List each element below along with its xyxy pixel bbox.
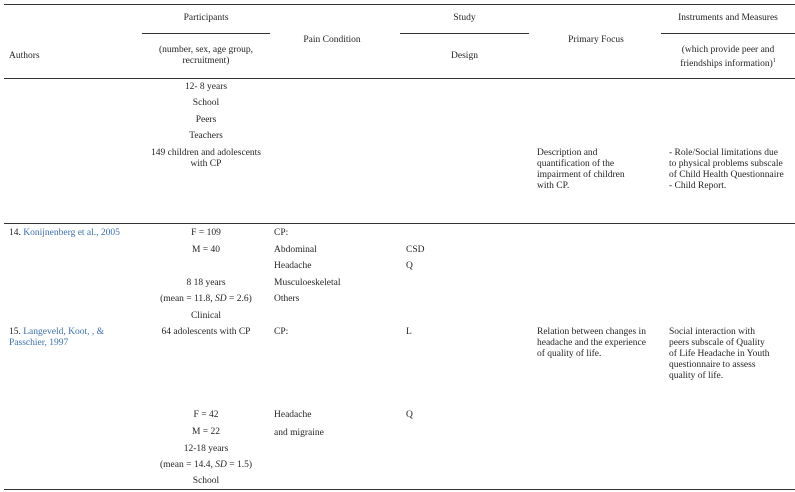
header-design: Design [451,51,478,61]
row14-design-line: Q [406,261,413,271]
row15-participants-mean [142,460,270,471]
row15-participants-line: 12-18 years [183,444,229,454]
header-bottom-rule [4,78,795,79]
row15-author-link[interactable]: Langeveld, Koot, , & [23,327,104,337]
row15-mean-sd: SD [215,460,227,470]
row14-author [9,228,120,239]
row15-participants-recruitment: School [192,476,220,486]
cont-focus-line: impairment of children [537,170,625,180]
header-study: Study [453,13,476,23]
row15-participants-line: M = 22 [191,427,221,437]
row15-instruments-line: peers subscale of Quality [669,338,765,348]
row15-pain-line: Headache [274,410,312,420]
row15-mean-pre: (mean = 14.4, [160,460,216,470]
row14-mean-post: = 2.6) [226,294,252,304]
table-top-rule [4,4,795,5]
row15-author [9,327,104,338]
header-participants-sub-1: (number, sex, age group, [158,45,254,55]
row14-mean-pre: (mean = 11.8, [160,294,216,304]
row14-participants-recruitment: Clinical [190,311,222,321]
footnote-marker: 1 [772,58,776,64]
row14-pain-line: Others [274,294,300,304]
cont-focus-line: Description and [537,148,598,158]
row14-mean-sd: SD [215,294,227,304]
row15-focus-line: headache and the experience [537,338,646,348]
row15-participants-count: 64 adolescents with CP [161,327,251,337]
row15-focus-line: of quality of life. [537,349,602,359]
header-instruments-sub-1: (which provide peer and [681,45,775,55]
row15-participants-line: F = 42 [193,410,219,420]
study-header-rule [400,33,529,34]
instruments-header-rule [661,33,795,34]
cont-instruments-line: to physical problems subscale [669,159,783,169]
cont-participants-line: with CP [190,159,222,169]
row15-mean-post: = 1.5) [226,460,252,470]
row14-participants-mean [142,294,270,305]
row15-author-cont [9,338,68,349]
header-pain-condition: Pain Condition [303,35,361,45]
row15-design-a: L [406,327,412,337]
cont-focus-line: quantification of the [537,159,615,169]
row15-author-link-cont[interactable]: Passchier, 1997 [9,338,69,348]
cont-participants-line: Peers [195,115,217,125]
header-instruments-sub-2-text: friendships information) [680,59,773,70]
row15-instruments-line: quality of life. [669,371,724,381]
header-participants: Participants [183,13,229,23]
cont-participants-line: School [192,98,220,108]
cont-participants-line: Teachers [189,131,223,141]
row-divider-rule [4,223,795,224]
row15-number: 15. [9,327,21,337]
row14-pain-line: Musculoeskeletal [274,278,341,288]
header-instruments-sub-2 [661,56,795,70]
participants-header-rule [142,33,270,34]
row15-design-b: Q [406,410,413,420]
row15-pain-a: CP: [274,327,289,337]
table-bottom-rule [4,489,795,490]
row14-number: 14. [9,228,21,238]
header-primary-focus: Primary Focus [568,35,624,45]
row14-participants-line: 8 18 years [186,278,226,288]
cont-participants-line: 149 children and adolescents [150,148,261,158]
row15-pain-line: and migraine [274,428,324,438]
cont-instruments-line: - Role/Social limitations due [669,148,778,158]
cont-instruments-line: - Child Report. [669,181,727,191]
row15-instruments-line: questionnaire to assess [669,360,756,370]
row14-participants-line: M = 40 [191,245,221,255]
cont-instruments-line: of Child Health Questionnaire [669,170,784,180]
row14-pain-line: Headache [274,261,312,271]
cont-participants-line: 12- 8 years [184,82,228,92]
row14-design-line: CSD [406,245,425,255]
header-participants-sub-2: recruitment) [182,56,230,66]
row14-participants-line: F = 109 [191,228,221,238]
row15-focus-line: Relation between changes in [537,327,646,337]
row14-pain-line: Abdominal [274,245,317,255]
row15-instruments-line: of Life Headache in Youth [669,349,770,359]
header-authors: Authors [9,51,40,61]
cont-focus-line: with CP. [537,181,570,191]
row14-author-link[interactable]: Konijnenberg et al., 2005 [23,228,120,238]
row14-pain-line: CP: [274,228,289,238]
header-instruments: Instruments and Measures [678,13,778,23]
row15-instruments-line: Social interaction with [669,327,756,337]
